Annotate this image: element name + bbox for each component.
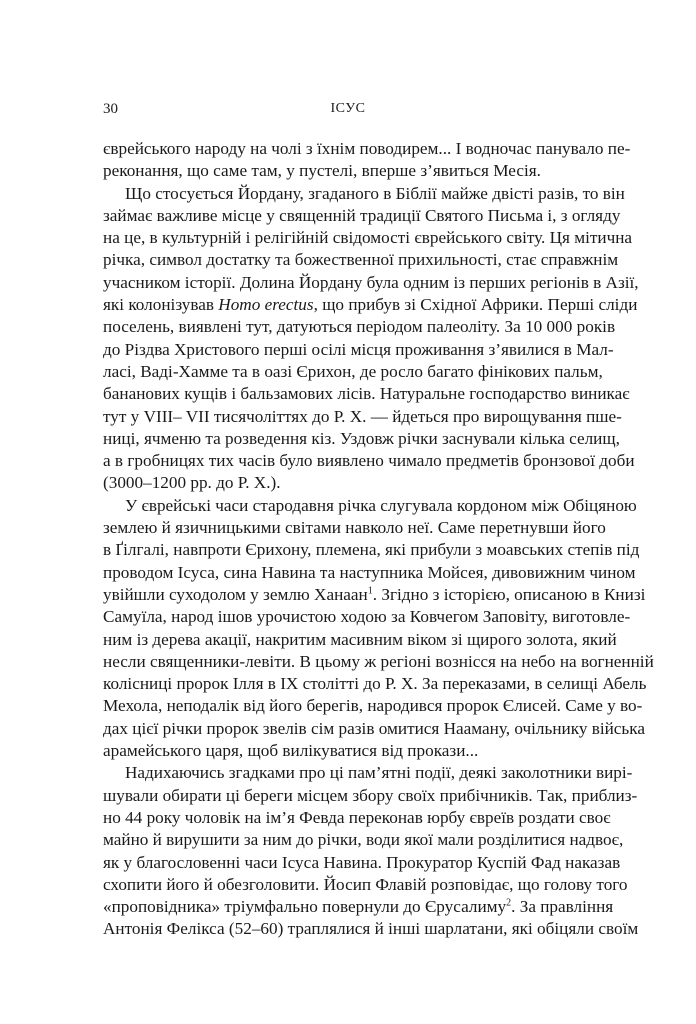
text-line: які колонізував Homo erectus, що прибув зі Східної Африки. Перші сліди [103, 295, 638, 315]
paragraph [103, 138, 631, 183]
text-line: несли священники-левіти. В цьому ж регіоні вознісся на небо на вогненній [103, 651, 654, 671]
text-line: землею й язичницькими світами навколо неї. Саме перетнувши його [103, 518, 606, 538]
text-line: єврейського народу на чолі з їхнім поводирем... І водночас панувало пе- [103, 139, 631, 158]
text-line: «проповідника» тріумфально повернули до Єрусалиму$^2$. За правління [103, 897, 614, 917]
text-line: (3000–1200 рр. до Р. Х.). [103, 473, 281, 493]
paragraph [103, 495, 654, 763]
text-line: а в гробницях тих часів було виявлено чимало предметів бронзової доби [103, 451, 635, 471]
text-line: поселень, виявлені тут, датуються періодом палеоліту. За 10 000 років [103, 317, 616, 337]
text-line: як у благословенні часи Ісуса Навина. Прокуратор Куспій Фад наказав [103, 852, 621, 872]
text-line: но 44 року чоловік на ім’я Февда переконав юрбу євреїв роздати своє [103, 807, 611, 827]
text-line: арамейського царя, щоб вилікуватися від прокази... [103, 741, 479, 761]
text-line: Самуїла, народ ішов урочистою ходою за Ковчегом Заповіту, виготовле- [103, 607, 631, 627]
text-line: річка, символ достатку та божественної прихильності, стає справжнім [103, 250, 619, 270]
text-line: Мехола, неподалік від його берегів, народився пророк Єлисей. Саме у во- [103, 696, 643, 716]
text-line: учасником історії. Долина Йордану була одним із перших регіонів в Азії, [103, 272, 639, 292]
text-line: реконання, що саме там, у пустелі, вперше з’явиться Месія. [103, 161, 541, 181]
text-line: на це, в культурній і релігійній свідомості єврейського світу. Ця мітична [103, 228, 633, 248]
text-line: до Різдва Христового перші осілі місця проживання з’явилися в Мал- [103, 339, 614, 359]
text-line: схопити його й обезголовити. Йосип Флавій розповідає, що голову того [103, 874, 628, 894]
text-line: У єврейські часи стародавня річка слугувала кордоном між Обіцяною [125, 495, 637, 515]
paragraph [103, 762, 639, 940]
paragraph [103, 183, 639, 495]
text-line: Надихаючись згадками про ці пам’ятні події, деякі заколотники вирі- [125, 763, 633, 783]
text-line: проводом Ісуса, сина Навина та наступника Мойсея, дивовижним чином [103, 562, 636, 582]
text-line: ниці, ячменю та розведення кіз. Уздовж річки заснували кілька селищ, [103, 428, 620, 448]
page-header [103, 99, 593, 119]
footnote-marker: 2 [506, 897, 512, 909]
text-line: шували обирати ці береги місцем збору своїх прибічників. Так, приблиз- [103, 785, 638, 805]
text-line: в Ґілгалі, навпроти Єрихону, племена, які прибули з моавських степів під [103, 540, 640, 560]
text-line: займає важливе місце у священній традиції Святого Письма і, з огляду [103, 205, 621, 225]
text-line: колісниці пророк Ілля в IX столітті до Р. Х. За переказами, в селищі Абель [103, 674, 647, 694]
text-line: ласі, Ваді-Хамме та в оазі Єрихон, де росло багато фінікових пальм, [103, 361, 603, 381]
footnote-marker: 1 [367, 585, 373, 597]
text-line: бананових кущів і бальзамових лісів. Натуральне господарство виникає [103, 384, 630, 404]
text-line: Що стосується Йордану, згаданого в Біблії майже двісті разів, то він [125, 183, 625, 203]
text-line: дах цієї річки пророк звелів сім разів омитися Нааману, очільнику війська [103, 718, 645, 738]
body-text [103, 138, 654, 941]
text-line: увійшли суходолом у землю Ханаан$^1$. Згідно з історією, описаною в Книзі [103, 584, 646, 604]
text-line: майно й вирушити за ним до річки, води якої мали розділитися надвоє, [103, 830, 624, 850]
text-line: Антонія Фелікса (52–60) траплялися й інші шарлатани, які обіцяли своїм [103, 919, 639, 939]
italic-term: Homo erectus [218, 295, 314, 315]
text-line: ним із дерева акації, накритим масивним віком зі щирого золота, який [103, 629, 617, 649]
text-line: тут у VIII– VII тисячоліттях до Р. Х. — йдеться про вирощування пше- [103, 406, 622, 426]
page-number: 30 [103, 101, 118, 117]
running-title: ІСУС [330, 101, 366, 116]
